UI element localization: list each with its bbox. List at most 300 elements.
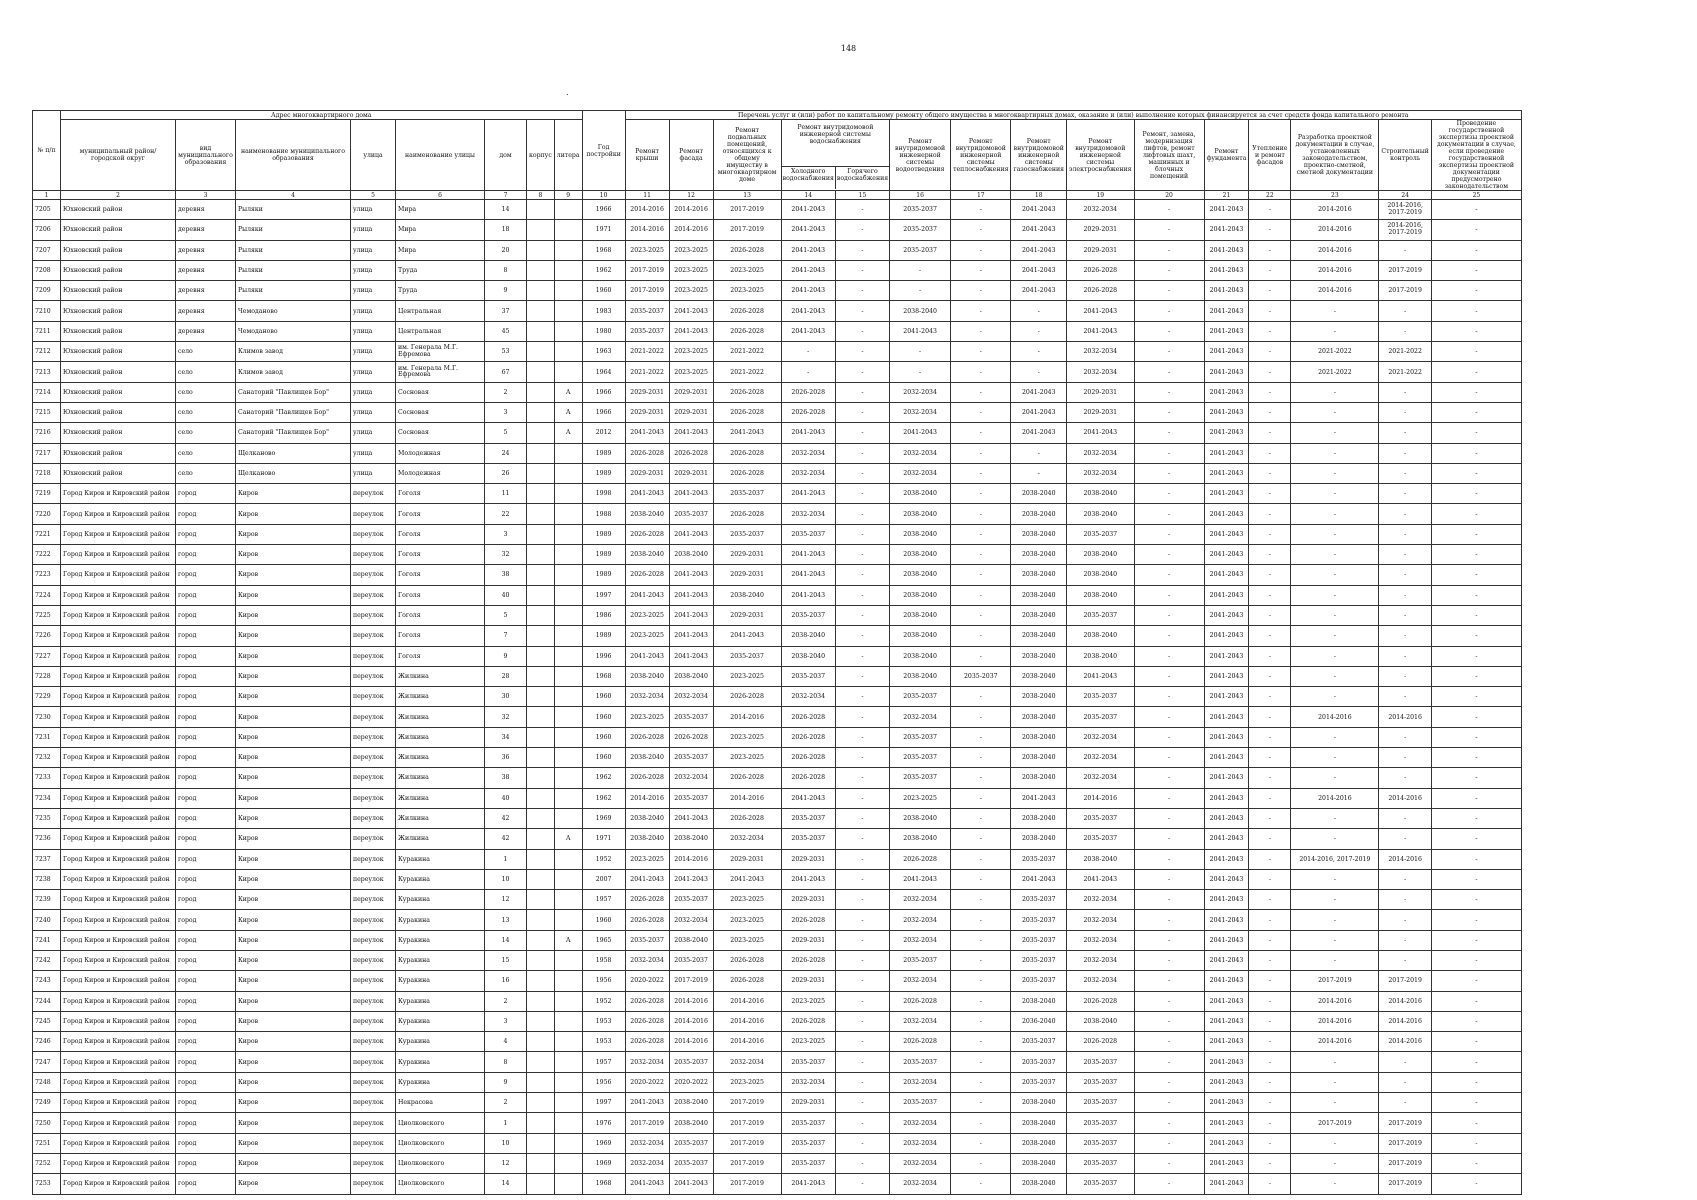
table-cell: - [835,443,889,463]
table-cell: Город Киров и Кировский район [61,971,176,991]
table-cell: 1962 [582,768,625,788]
table-cell [527,260,555,280]
table-cell: 1952 [582,849,625,869]
table-cell: 2035-2037 [1067,1133,1135,1153]
table-row [33,991,1522,1011]
table-cell: переулок [351,829,396,849]
table-cell: 2038-2040 [1011,666,1067,686]
table-cell: - [1431,748,1521,768]
table-cell: 2041-2043 [781,484,835,504]
table-cell: 2032-2034 [1067,463,1135,483]
table-cell: 2032-2034 [1067,910,1135,930]
table-cell: 2035-2037 [1011,1032,1067,1052]
table-cell: 7232 [33,748,61,768]
table-cell: 7223 [33,565,61,585]
table-cell: - [1379,869,1432,889]
table-cell: 2035-2037 [1067,1174,1135,1194]
table-cell: 1989 [582,545,625,565]
header-street-name: наименование улицы [396,120,485,191]
table-cell: 2041-2043 [1204,707,1249,727]
table-cell: - [1431,1052,1521,1072]
table-cell: - [1291,626,1379,646]
column-number: 7 [485,191,527,200]
table-cell: 2032-2034 [1067,443,1135,463]
table-cell: 2029-2031 [781,890,835,910]
table-cell [554,971,582,991]
table-cell: 2035-2037 [890,727,951,747]
table-cell: 14 [485,200,527,220]
table-cell: 1980 [582,321,625,341]
table-cell: - [1134,545,1204,565]
table-cell: 2032-2034 [890,930,951,950]
table-cell: - [1379,545,1432,565]
column-number: 14 [781,191,835,200]
table-cell [527,727,555,747]
table-cell: 2029-2031 [1067,382,1135,402]
table-cell: 14 [485,930,527,950]
table-cell: 2014-2016 [1291,1011,1379,1031]
table-cell: улица [351,200,396,220]
table-cell: переулок [351,1113,396,1133]
table-cell: - [1134,382,1204,402]
table-cell: 2041-2043 [1204,484,1249,504]
table-cell: 2038-2040 [890,504,951,524]
table-cell: 2041-2043 [1067,666,1135,686]
table-row [33,443,1522,463]
table-cell: - [1134,808,1204,828]
table-cell: 2026-2028 [625,890,669,910]
table-cell: 42 [485,829,527,849]
table-cell: - [1291,382,1379,402]
table-cell [554,910,582,930]
table-cell: Город Киров и Кировский район [61,991,176,1011]
table-row [33,1133,1522,1153]
table-cell: Юхновский район [61,301,176,321]
table-cell: Циолковского [396,1153,485,1173]
table-cell: - [1134,423,1204,443]
table-cell: 2026-2028 [713,808,781,828]
table-cell [554,727,582,747]
table-cell: - [1379,1093,1432,1113]
header-sewer: Ремонт внутридомовой инженерной системы водоотведения [890,120,951,191]
table-cell: 2041-2043 [781,565,835,585]
table-cell: 2038-2040 [669,829,713,849]
table-cell: - [1011,362,1067,382]
table-cell: 28 [485,666,527,686]
table-cell: - [835,1133,889,1153]
table-cell: 7224 [33,585,61,605]
table-cell: - [1134,930,1204,950]
table-cell: 2041-2043 [1204,869,1249,889]
table-cell: - [1431,666,1521,686]
table-cell: 1957 [582,890,625,910]
table-cell: переулок [351,666,396,686]
table-cell: 2041-2043 [1204,788,1249,808]
table-cell: 2014-2016 [1291,220,1379,240]
table-cell: Центральная [396,301,485,321]
table-row [33,626,1522,646]
table-cell: деревня [176,220,236,240]
table-cell: 2041-2043 [1204,748,1249,768]
column-number: 17 [951,191,1011,200]
table-cell: 2026-2028 [625,727,669,747]
table-cell: 2014-2016 [669,849,713,869]
table-cell [554,1093,582,1113]
table-cell: Гоголя [396,484,485,504]
table-cell: 1983 [582,301,625,321]
table-cell: 16 [485,971,527,991]
table-cell: 2041-2043 [713,626,781,646]
table-cell: - [951,808,1011,828]
table-cell: - [1134,849,1204,869]
table-cell: Киров [236,808,351,828]
table-cell: 1989 [582,443,625,463]
table-cell: Киров [236,687,351,707]
table-cell: город [176,727,236,747]
table-cell: 1960 [582,281,625,301]
table-cell: 2014-2016 [1291,707,1379,727]
table-cell: Молодежная [396,463,485,483]
table-cell: 2041-2043 [669,484,713,504]
table-cell: 2032-2034 [1067,971,1135,991]
table-cell: - [1134,666,1204,686]
table-cell: 2014-2016 [669,1032,713,1052]
table-cell: 7237 [33,849,61,869]
table-cell: 2041-2043 [1011,281,1067,301]
table-row [33,910,1522,930]
table-cell: - [835,971,889,991]
table-cell: - [835,402,889,422]
table-cell: город [176,748,236,768]
table-cell: 2026-2028 [781,1011,835,1031]
table-cell: переулок [351,545,396,565]
table-cell: 2023-2025 [713,930,781,950]
table-cell: 2014-2016 [713,1032,781,1052]
table-cell: 7234 [33,788,61,808]
table-cell: 2041-2043 [1204,281,1249,301]
table-cell: - [951,1153,1011,1173]
table-cell: - [1431,829,1521,849]
table-cell: Санаторий "Павлищев Бор" [236,423,351,443]
table-cell [527,565,555,585]
table-cell: Сосновая [396,382,485,402]
table-cell: 2038-2040 [1011,585,1067,605]
table-cell: А [554,402,582,422]
table-cell: - [1249,1133,1291,1153]
table-cell: 7229 [33,687,61,707]
table-cell: - [1134,1113,1204,1133]
table-cell: 2041-2043 [1011,260,1067,280]
table-cell: 2026-2028 [713,402,781,422]
table-cell: Город Киров и Кировский район [61,950,176,970]
table-cell: 2026-2028 [713,240,781,260]
header-foundation: Ремонт фундамента [1204,120,1249,191]
table-cell: 2017-2019 [1291,1113,1379,1133]
table-cell: 2041-2043 [1204,991,1249,1011]
table-cell [527,991,555,1011]
table-cell [527,463,555,483]
table-cell: 1968 [582,1174,625,1194]
table-cell: 2038-2040 [890,585,951,605]
table-cell: 2020-2022 [669,1072,713,1092]
table-cell: 2023-2025 [713,748,781,768]
table-cell: - [1249,301,1291,321]
table-cell: - [951,1072,1011,1092]
table-cell: 2 [485,1093,527,1113]
table-cell: город [176,869,236,889]
table-cell: 2041-2043 [1067,301,1135,321]
table-row [33,382,1522,402]
table-cell: 2038-2040 [625,504,669,524]
table-cell: 2021-2022 [713,342,781,362]
header-litera: литера [554,120,582,191]
table-cell: 32 [485,545,527,565]
table-cell: Мира [396,200,485,220]
table-cell: - [1379,646,1432,666]
table-cell: им. Генерала М.Г. Ефремова [396,362,485,382]
table-row [33,808,1522,828]
table-cell: деревня [176,240,236,260]
table-cell: 2035-2037 [890,200,951,220]
table-cell: 2014-2016 [713,707,781,727]
table-cell: - [835,950,889,970]
table-cell: 2041-2043 [1204,301,1249,321]
header-electric: Ремонт внутридомовой инженерной системы электроснабжения [1067,120,1135,191]
table-row [33,707,1522,727]
table-cell: Город Киров и Кировский район [61,545,176,565]
table-cell: Город Киров и Кировский район [61,1093,176,1113]
table-cell: переулок [351,1093,396,1113]
table-cell: Юхновский район [61,362,176,382]
table-cell: 14 [485,1174,527,1194]
table-cell: 2038-2040 [625,545,669,565]
table-cell: Киров [236,788,351,808]
table-cell: 2021-2022 [713,362,781,382]
table-cell: 2032-2034 [1067,950,1135,970]
table-cell: 7214 [33,382,61,402]
table-cell: 2026-2028 [713,301,781,321]
table-row [33,687,1522,707]
table-cell [554,687,582,707]
header-expertise: Проведение государственной экспертизы проектной документации в случае, если проведение государственной экспертизы проектной документации предусмотрено законодательством [1431,120,1521,191]
table-cell: 1969 [582,1153,625,1173]
table-cell: - [951,1093,1011,1113]
table-cell: - [1249,666,1291,686]
table-cell: 1966 [582,382,625,402]
header-korpus: корпус [527,120,555,191]
table-cell: 7246 [33,1032,61,1052]
table-cell: 2041-2043 [1011,423,1067,443]
table-cell: 2041-2043 [1011,240,1067,260]
header-design: Разработка проектной документации в случае, установленных законодательством, проектно-сметной, сметной документации [1291,120,1379,191]
table-cell: 9 [485,1072,527,1092]
table-cell: город [176,545,236,565]
table-cell: 2032-2034 [890,1011,951,1031]
table-cell: - [951,748,1011,768]
table-row [33,504,1522,524]
table-row [33,565,1522,585]
table-cell: 2014-2016 [1379,788,1432,808]
table-cell [527,1011,555,1031]
table-cell: переулок [351,1174,396,1194]
table-cell: 2021-2022 [625,362,669,382]
table-cell: - [1134,748,1204,768]
table-cell: 2038-2040 [1011,1133,1067,1153]
table-cell: Киров [236,768,351,788]
table-cell [554,301,582,321]
table-cell: 2041-2043 [781,321,835,341]
table-cell: 2029-2031 [713,605,781,625]
table-cell: - [835,910,889,930]
table-cell: 2038-2040 [1011,991,1067,1011]
table-cell: 5 [485,423,527,443]
table-cell [527,1093,555,1113]
table-cell: 2014-2016 [1067,788,1135,808]
table-row [33,342,1522,362]
table-cell: 7239 [33,890,61,910]
table-cell: 2035-2037 [625,321,669,341]
table-cell: 2032-2034 [1067,890,1135,910]
table-cell: - [1249,869,1291,889]
table-cell: - [1431,484,1521,504]
table-cell: Санаторий "Павлищев Бор" [236,402,351,422]
table-cell: 2038-2040 [669,666,713,686]
table-cell: город [176,890,236,910]
table-cell: 2041-2043 [669,646,713,666]
table-cell: 2041-2043 [1204,1052,1249,1072]
table-cell: - [951,382,1011,402]
table-cell: - [835,240,889,260]
table-cell: 4 [485,1032,527,1052]
table-cell: Жилкина [396,748,485,768]
table-cell: - [1011,301,1067,321]
table-cell: 2038-2040 [1011,748,1067,768]
table-row [33,281,1522,301]
table-cell: 2041-2043 [669,869,713,889]
table-cell [554,1113,582,1133]
table-cell: 1956 [582,1072,625,1092]
table-cell: 2 [485,991,527,1011]
table-cell: 2032-2034 [669,768,713,788]
table-cell [527,646,555,666]
table-cell: Киров [236,504,351,524]
table-cell: 2032-2034 [890,1174,951,1194]
table-cell: Климов завод [236,342,351,362]
table-cell: Климов завод [236,362,351,382]
table-cell: - [1134,829,1204,849]
table-cell: переулок [351,768,396,788]
table-cell: - [1134,646,1204,666]
table-cell: - [1249,484,1291,504]
table-cell: улица [351,443,396,463]
table-cell [527,545,555,565]
table-cell: 2041-2043 [669,301,713,321]
table-row [33,362,1522,382]
table-cell: - [951,849,1011,869]
table-cell: Город Киров и Кировский район [61,646,176,666]
table-cell: 2038-2040 [1011,545,1067,565]
table-row [33,524,1522,544]
table-cell: 2035-2037 [713,646,781,666]
table-cell: Юхновский район [61,342,176,362]
table-cell: 7250 [33,1113,61,1133]
table-cell: 2032-2034 [625,687,669,707]
table-cell: 1952 [582,991,625,1011]
table-cell: 2020-2022 [625,1072,669,1092]
table-cell: 2023-2025 [713,890,781,910]
table-cell: - [1431,301,1521,321]
table-cell: 2041-2043 [1204,605,1249,625]
table-cell: 2035-2037 [890,748,951,768]
table-cell: - [1431,1153,1521,1173]
table-cell: - [951,423,1011,443]
table-cell: 2038-2040 [890,666,951,686]
table-cell: 2041-2043 [1011,382,1067,402]
table-cell [527,342,555,362]
table-cell: 2041-2043 [1204,585,1249,605]
table-cell: 1998 [582,484,625,504]
table-cell: - [1431,382,1521,402]
table-cell: 2041-2043 [1011,200,1067,220]
table-cell: 7206 [33,220,61,240]
table-cell: Рыляки [236,260,351,280]
table-cell: 2026-2028 [625,991,669,1011]
table-cell: - [1431,402,1521,422]
table-cell [527,768,555,788]
table-cell: 2026-2028 [669,443,713,463]
table-cell: - [1291,1133,1379,1153]
table-cell: 2014-2016, 2017-2019 [1379,200,1432,220]
table-cell: Некрасова [396,1093,485,1113]
table-cell: - [1249,788,1291,808]
table-cell: - [1249,545,1291,565]
table-cell: город [176,849,236,869]
table-cell [554,707,582,727]
table-cell: 2041-2043 [781,200,835,220]
table-cell: 2041-2043 [669,423,713,443]
table-cell: 2029-2031 [781,930,835,950]
table-cell: Щелканово [236,443,351,463]
table-cell: 2041-2043 [1204,342,1249,362]
table-cell: 2041-2043 [713,423,781,443]
table-cell: 2035-2037 [1067,1052,1135,1072]
table-cell: Киров [236,626,351,646]
table-row [33,463,1522,483]
table-cell: - [1291,1174,1379,1194]
table-cell: - [1249,220,1291,240]
table-cell: Чемоданово [236,301,351,321]
table-cell: - [1431,768,1521,788]
table-cell: 2026-2028 [625,524,669,544]
table-cell: 2041-2043 [890,869,951,889]
table-cell: 2026-2028 [781,950,835,970]
table-cell: 2023-2025 [713,727,781,747]
table-cell [527,788,555,808]
table-cell: - [1249,930,1291,950]
table-cell: - [835,423,889,443]
table-cell: 2032-2034 [669,910,713,930]
table-cell [527,524,555,544]
table-cell: 2041-2043 [781,1174,835,1194]
table-cell: переулок [351,1011,396,1031]
table-cell: улица [351,260,396,280]
table-cell: - [1431,626,1521,646]
table-cell: 2041-2043 [625,1174,669,1194]
table-cell: - [1379,687,1432,707]
table-cell: 2035-2037 [781,808,835,828]
table-cell [554,869,582,889]
table-cell: - [835,808,889,828]
